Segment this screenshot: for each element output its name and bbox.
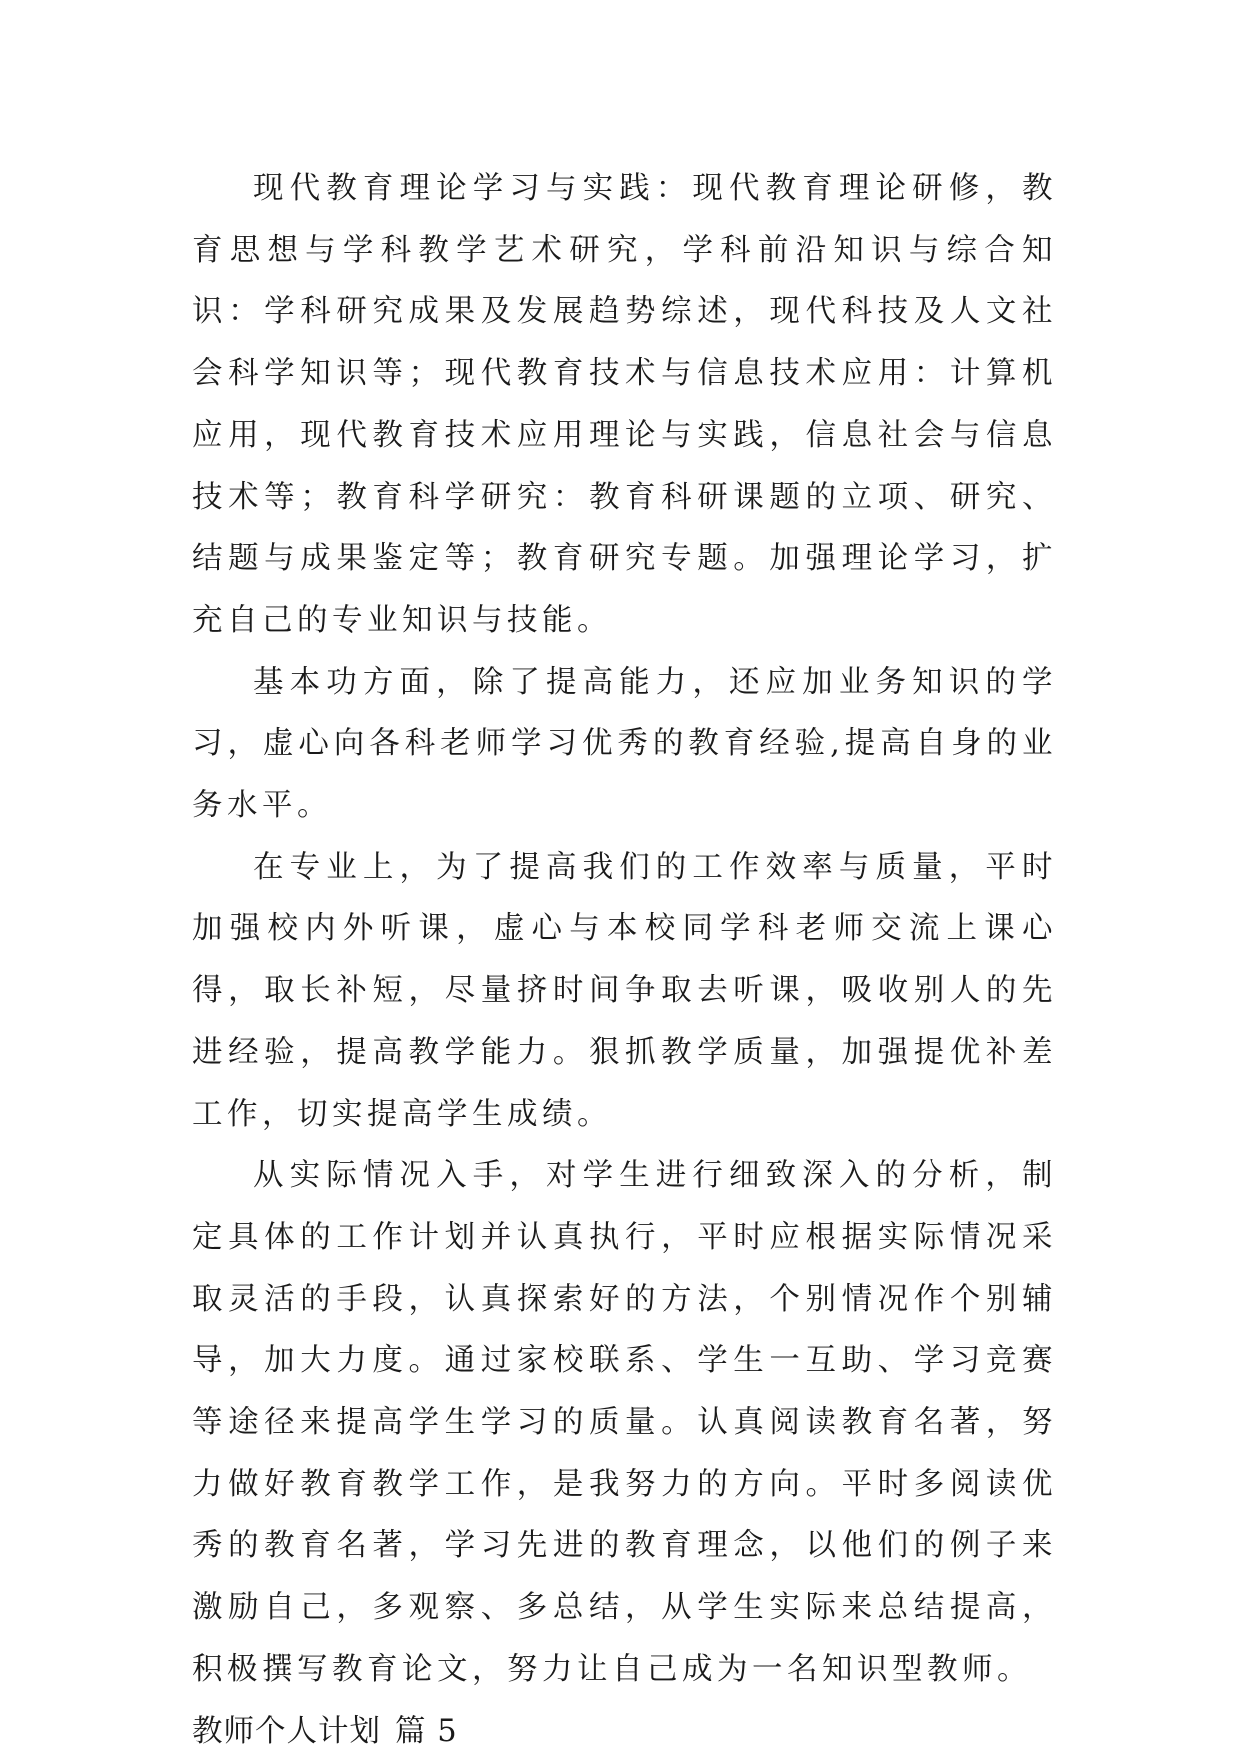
paragraph-practice: 从实际情况入手，对学生进行细致深入的分析，制定具体的工作计划并认真执行，平时应根据实际情况采取灵活的手段，认真探索好的方法，个别情况作个别辅导，加大力度。通过家校联系、学生一互助、学习竞赛等途径来提高学生学习的质量。认真阅读教育名著，努力做好教育教学工作，是我努力的方向。平时多阅读优秀的教育名著，学习先进的教育理念，以他们的例子来激励自己，多观察、多总结，从学生实际来总结提高，积极撰写教育论文，努力让自己成为一名知识型教师。	[192, 1158, 1057, 1687]
paragraph-professional: 在专业上，为了提高我们的工作效率与质量，平时加强校内外听课，虚心与本校同学科老师交流上课心得，取长补短，尽量挤时间争取去听课，吸收别人的先进经验，提高教学能力。狠抓教学质量，加强提优补差工作，切实提高学生成绩。	[192, 849, 1057, 1132]
paragraph-theory-study: 现代教育理论学习与实践：现代教育理论研修，教育思想与学科教学艺术研究，学科前沿知识与综合知识：学科研究成果及发展趋势综述，现代科技及人文社会科学知识等；现代教育技术与信息技术应用：计算机应用，现代教育技术应用理论与实践，信息社会与信息技术等；教育科学研究：教育科研课题的立项、研究、结题与成果鉴定等；教育研究专题。加强理论学习，扩充自己的专业知识与技能。	[192, 171, 1057, 638]
section-heading-part: 篇 5	[395, 1713, 458, 1749]
document-body	[192, 158, 1057, 1762]
paragraph-basic-skills: 基本功方面，除了提高能力，还应加业务知识的学习，虚心向各科老师学习优秀的教育经验,提高自身的业务水平。	[192, 664, 1057, 824]
section-heading-title: 教师个人计划	[192, 1713, 381, 1749]
section-heading	[192, 1701, 1057, 1762]
